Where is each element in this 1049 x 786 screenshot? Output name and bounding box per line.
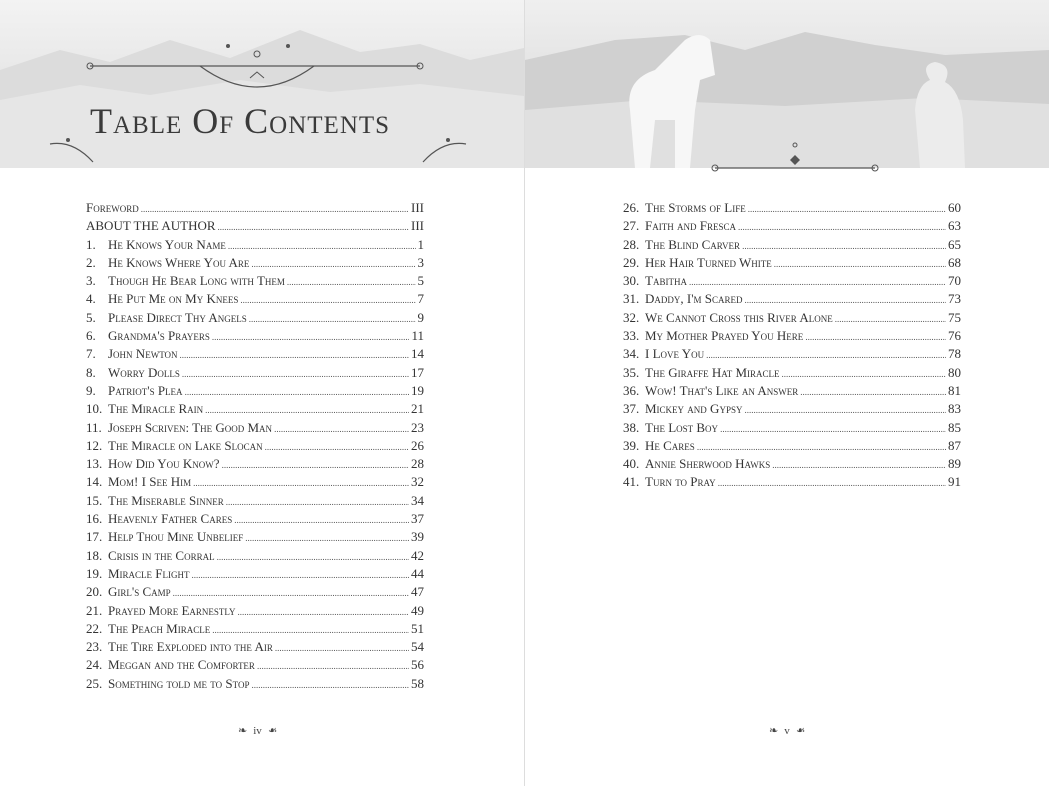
entry-page: 70 [948, 273, 961, 289]
toc-entry[interactable] [86, 657, 424, 675]
dot-leader [217, 552, 409, 562]
entry-page: 81 [948, 382, 961, 398]
toc-entry[interactable] [623, 328, 961, 346]
dot-leader [218, 222, 409, 232]
entry-title: Miracle Flight [108, 565, 190, 581]
entry-page: 7 [417, 291, 424, 307]
entry-page: 11 [411, 328, 424, 344]
toc-entry[interactable] [86, 365, 424, 383]
entry-number: 39. [623, 437, 640, 453]
toc-list-left [86, 200, 424, 694]
entry-number: 24. [86, 657, 103, 673]
entry-number: 27. [623, 218, 640, 234]
entry-title: Annie Sherwood Hawks [645, 456, 771, 472]
entry-title: He Knows Your Name [108, 236, 226, 252]
toc-entry[interactable] [86, 218, 424, 236]
entry-number: 6. [86, 328, 96, 344]
entry-page: 78 [948, 346, 961, 362]
toc-entry[interactable] [86, 548, 424, 566]
dot-leader [744, 405, 946, 415]
entry-number: 41. [623, 474, 640, 490]
entry-title: Grandma's Prayers [108, 328, 210, 344]
toc-entry[interactable] [86, 493, 424, 511]
entry-number: 26. [623, 200, 640, 215]
entry-title: He Knows Where You Are [108, 254, 250, 270]
entry-title: Crisis in the Corral [108, 547, 215, 563]
dot-leader [265, 442, 409, 452]
dot-leader [180, 350, 409, 360]
entry-page: 21 [411, 401, 424, 417]
entry-number: 9. [86, 382, 96, 398]
dot-leader [287, 277, 416, 287]
toc-entry[interactable] [86, 255, 424, 273]
dot-leader [782, 369, 946, 379]
toc-entry[interactable] [86, 676, 424, 694]
entry-page: 54 [411, 639, 424, 655]
entry-number: 10. [86, 401, 103, 417]
dot-leader [745, 295, 946, 305]
entry-page: 91 [948, 474, 961, 490]
entry-title: Heavenly Father Cares [108, 511, 233, 527]
dot-leader [251, 680, 409, 690]
entry-page: 47 [411, 584, 424, 600]
ornament-icon: ❧ [795, 725, 805, 737]
entry-title: Something told me to Stop [108, 675, 250, 691]
toc-list-right [623, 200, 961, 493]
entry-title: The Tire Exploded into the Air [108, 639, 273, 655]
entry-page: 68 [948, 254, 961, 270]
entry-title: Help Thou Mine Unbelief [108, 529, 244, 545]
dot-leader [212, 332, 410, 342]
entry-title: The Giraffe Hat Miracle [645, 364, 780, 380]
dot-leader [697, 442, 946, 452]
entry-number: 34. [623, 346, 640, 362]
entry-number: 21. [86, 602, 103, 618]
entry-title: The Peach Miracle [108, 620, 211, 636]
entry-title: Mickey and Gypsy [645, 401, 743, 417]
entry-number: 32. [623, 309, 640, 325]
dot-leader [141, 204, 409, 214]
entry-number: 40. [623, 456, 640, 472]
entry-page: 17 [411, 364, 424, 380]
entry-number: 38. [623, 419, 640, 435]
flourish-ornament-bottom [48, 132, 468, 168]
toc-entry[interactable] [623, 401, 961, 419]
entry-number: 11. [86, 419, 102, 435]
entry-title: Please Direct Thy Angels [108, 309, 247, 325]
toc-entry[interactable] [623, 474, 961, 492]
entry-number: 1. [86, 236, 96, 252]
entry-title: The Miracle on Lake Slocan [108, 437, 263, 453]
dot-leader [226, 497, 409, 507]
dot-leader [257, 661, 409, 671]
entry-number: 36. [623, 382, 640, 398]
entry-page: 89 [948, 456, 961, 472]
flourish-ornament [710, 140, 880, 180]
entry-page: 5 [417, 273, 424, 289]
entry-title: John Newton [108, 346, 178, 362]
entry-title: Wow! That's Like an Answer [645, 382, 799, 398]
entry-page: 44 [411, 565, 424, 581]
entry-number: 37. [623, 401, 640, 417]
entry-number: 13. [86, 456, 103, 472]
entry-title: Patriot's Plea [108, 382, 183, 398]
dot-leader [800, 387, 946, 397]
entry-page: 85 [948, 419, 961, 435]
entry-page: 80 [948, 364, 961, 380]
toc-entry[interactable] [623, 200, 961, 218]
entry-number: 35. [623, 364, 640, 380]
toc-entry[interactable] [623, 218, 961, 236]
entry-page: 1 [417, 236, 424, 252]
entry-page: 42 [411, 547, 424, 563]
entry-title: Worry Dolls [108, 364, 180, 380]
entry-number: 3. [86, 273, 96, 289]
toc-entry[interactable] [86, 621, 424, 639]
dot-leader [772, 460, 946, 470]
dot-leader [185, 387, 409, 397]
dot-leader [720, 424, 946, 434]
entry-page: 14 [411, 346, 424, 362]
entry-number: 2. [86, 254, 96, 270]
entry-title: Girl's Camp [108, 584, 171, 600]
dot-leader [205, 405, 409, 415]
entry-number: 19. [86, 565, 103, 581]
toc-entry[interactable] [623, 383, 961, 401]
toc-entry[interactable] [86, 511, 424, 529]
entry-title: The Miracle Rain [108, 401, 204, 417]
entry-title: My Mother Prayed You Here [645, 328, 804, 344]
toc-entry[interactable] [623, 456, 961, 474]
toc-entry[interactable] [86, 273, 424, 291]
entry-page: 37 [411, 511, 424, 527]
toc-entry[interactable] [623, 346, 961, 364]
entry-number: 29. [623, 254, 640, 270]
entry-title: ABOUT THE AUTHOR [86, 218, 216, 234]
entry-title: Though He Bear Long with Them [108, 273, 285, 289]
entry-page: 34 [411, 492, 424, 508]
entry-page: 19 [411, 382, 424, 398]
left-page [0, 0, 524, 786]
entry-title: The Blind Carver [645, 236, 741, 252]
toc-entry[interactable] [86, 584, 424, 602]
dot-leader [835, 314, 946, 324]
flourish-ornament-top [80, 38, 440, 98]
dot-leader [240, 295, 415, 305]
toc-entry[interactable] [86, 566, 424, 584]
toc-entry[interactable] [623, 255, 961, 273]
entry-title: The Lost Boy [645, 419, 719, 435]
entry-number: 14. [86, 474, 103, 490]
entry-page: 83 [948, 401, 961, 417]
dot-leader [706, 350, 946, 360]
entry-page: 58 [411, 675, 424, 691]
toc-entry[interactable] [623, 310, 961, 328]
entry-number: 22. [86, 620, 103, 636]
entry-title: The Miserable Sinner [108, 492, 224, 508]
entry-page: 9 [417, 309, 424, 325]
entry-title: Meggan and the Comforter [108, 657, 255, 673]
dot-leader [193, 478, 409, 488]
entry-title: Prayed More Earnestly [108, 602, 236, 618]
dot-leader [718, 478, 946, 488]
entry-title: He Cares [645, 437, 695, 453]
dot-leader [275, 643, 409, 653]
toc-entry[interactable] [623, 420, 961, 438]
page-title: Table Of Contents [90, 101, 391, 141]
dot-leader [249, 314, 416, 324]
entry-number: 30. [623, 273, 640, 289]
entry-number: 20. [86, 584, 103, 600]
dot-leader [738, 222, 946, 232]
ornament-icon: ❧ [238, 725, 248, 737]
entry-title: The Storms of Life [645, 200, 746, 215]
toc-entry[interactable] [86, 291, 424, 309]
dot-leader [173, 588, 409, 598]
dot-leader [274, 424, 409, 434]
entry-number: 12. [86, 437, 103, 453]
dot-leader [228, 241, 416, 251]
toc-entry[interactable] [86, 529, 424, 547]
dot-leader [182, 369, 409, 379]
toc-entry[interactable] [86, 420, 424, 438]
entry-page: 3 [417, 254, 424, 270]
dot-leader [805, 332, 946, 342]
entry-title: We Cannot Cross this River Alone [645, 309, 833, 325]
entry-page: 28 [411, 456, 424, 472]
toc-entry[interactable] [86, 310, 424, 328]
dot-leader [774, 259, 946, 269]
entry-page: 56 [411, 657, 424, 673]
entry-number: 31. [623, 291, 640, 307]
dot-leader [222, 460, 409, 470]
toc-entry[interactable] [623, 273, 961, 291]
toc-entry[interactable] [623, 365, 961, 383]
dot-leader [251, 259, 415, 269]
page-number-left [238, 724, 277, 737]
toc-entry[interactable] [86, 456, 424, 474]
dot-leader [245, 533, 409, 543]
toc-entry[interactable] [86, 346, 424, 364]
entry-title: Joseph Scriven: The Good Man [108, 419, 273, 435]
entry-page: 73 [948, 291, 961, 307]
entry-number: 8. [86, 364, 96, 380]
toc-entry[interactable] [86, 438, 424, 456]
entry-title: Her Hair Turned White [645, 254, 772, 270]
toc-entry[interactable] [86, 474, 424, 492]
toc-entry[interactable] [86, 383, 424, 401]
entry-title: Foreword [86, 200, 139, 215]
entry-title: Mom! I See Him [108, 474, 192, 490]
entry-page: 23 [411, 419, 424, 435]
entry-number: 4. [86, 291, 96, 307]
toc-entry[interactable] [623, 438, 961, 456]
entry-page: 87 [948, 437, 961, 453]
dot-leader [238, 607, 409, 617]
entry-title: I Love You [645, 346, 705, 362]
entry-number: 33. [623, 328, 640, 344]
entry-title: Tabitha [645, 273, 687, 289]
entry-page: 65 [948, 236, 961, 252]
entry-number: 5. [86, 309, 96, 325]
entry-title: Faith and Fresca [645, 218, 736, 234]
toc-entry[interactable] [623, 237, 961, 255]
entry-page: III [411, 200, 424, 215]
dot-leader [192, 570, 409, 580]
dot-leader [689, 277, 946, 287]
entry-number: 18. [86, 547, 103, 563]
entry-page: 63 [948, 218, 961, 234]
entry-number: 15. [86, 492, 103, 508]
entry-page: 75 [948, 309, 961, 325]
entry-title: Turn to Pray [645, 474, 716, 490]
entry-page: 60 [948, 200, 961, 215]
entry-title: He Put Me on My Knees [108, 291, 239, 307]
toc-entry[interactable] [86, 639, 424, 657]
dot-leader [742, 241, 946, 251]
entry-page: 26 [411, 437, 424, 453]
entry-title: Daddy, I'm Scared [645, 291, 743, 307]
toc-entry[interactable] [86, 328, 424, 346]
entry-page: 32 [411, 474, 424, 490]
entry-number: 7. [86, 346, 96, 362]
entry-number: 28. [623, 236, 640, 252]
entry-page: 49 [411, 602, 424, 618]
entry-page: 51 [411, 620, 424, 636]
dot-leader [234, 515, 409, 525]
toc-entry[interactable] [623, 291, 961, 309]
ornament-icon: ❧ [267, 725, 277, 737]
toc-entry[interactable] [86, 200, 424, 218]
entry-number: 25. [86, 675, 103, 691]
entry-page: 39 [411, 529, 424, 545]
ornament-icon: ❧ [769, 725, 779, 737]
entry-number: 16. [86, 511, 103, 527]
entry-number: 17. [86, 529, 103, 545]
entry-title: How Did You Know? [108, 456, 220, 472]
right-page [525, 0, 1049, 786]
page-number-right [769, 724, 805, 737]
toc-entry[interactable] [86, 603, 424, 621]
toc-entry[interactable] [86, 237, 424, 255]
dot-leader [212, 625, 409, 635]
entry-page: 76 [948, 328, 961, 344]
folio-text: iv [253, 724, 262, 737]
folio-text: v [784, 724, 790, 737]
toc-entry[interactable] [86, 401, 424, 419]
dot-leader [748, 204, 946, 214]
entry-number: 23. [86, 639, 103, 655]
entry-page: III [411, 218, 424, 234]
